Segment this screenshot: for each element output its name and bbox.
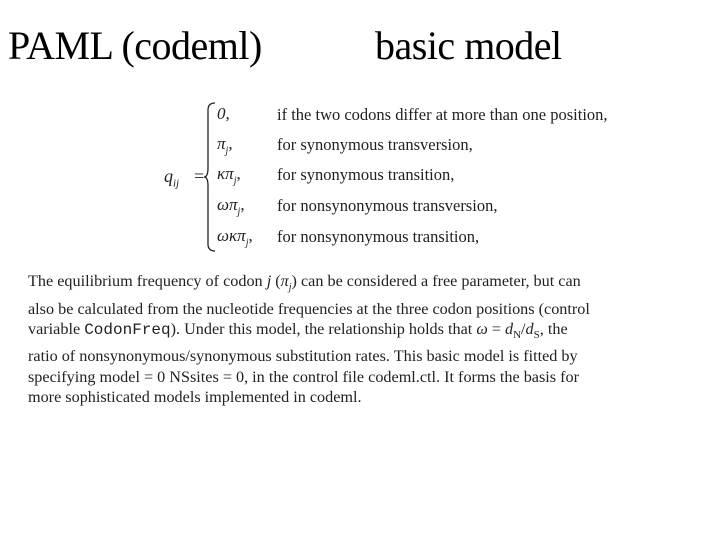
case-condition-2: for synonymous transition,	[277, 165, 455, 184]
left-brace-icon	[204, 102, 216, 252]
case-condition-1: for synonymous transversion,	[277, 135, 473, 154]
title-left: PAML (codeml)	[8, 23, 262, 68]
para-line-4: ratio of nonsynonymous/synonymous substitution rates. This basic model is fitted by	[28, 347, 578, 366]
case-value-3: $\omega\pi_j$,	[217, 195, 245, 218]
case-condition-0: if the two codons differ at more than one position,	[277, 105, 608, 124]
case-value-2: $\kappa\pi_j$,	[217, 164, 241, 187]
para-line-3: variable CodonFreq). Under this model, the relationship holds that $\omega = d_N/d_S$, the	[28, 320, 568, 342]
para-line-5: specifying model = 0 NSsites = 0, in the control file codeml.ctl. It forms the basis for	[28, 367, 579, 386]
equation-lhs: $q_{ij}$	[164, 166, 180, 190]
para-line-6: more sophisticated models implemented in codeml.	[28, 388, 362, 407]
case-value-4: ωκπ$_j$,	[217, 226, 253, 249]
case-value-0: 0,	[217, 104, 230, 123]
case-condition-3: for nonsynonymous transversion,	[277, 196, 498, 215]
case-condition-4: for nonsynonymous transition,	[277, 227, 480, 246]
case-value-1: $\pi_j$,	[217, 134, 233, 157]
rate-matrix-equation	[160, 100, 680, 260]
codonfreq-code: CodonFreq	[84, 321, 171, 340]
title-right: basic model	[375, 23, 562, 68]
slide-title	[8, 22, 562, 70]
para-line-1: The equilibrium frequency of codon j $(\pi_j)$ can be considered a free parameter, but can	[28, 272, 581, 294]
para-line-2: also be calculated from the nucleotide frequencies at the three codon positions (control	[28, 299, 590, 318]
description-paragraph	[28, 271, 708, 408]
equals-sign: =	[194, 166, 205, 186]
